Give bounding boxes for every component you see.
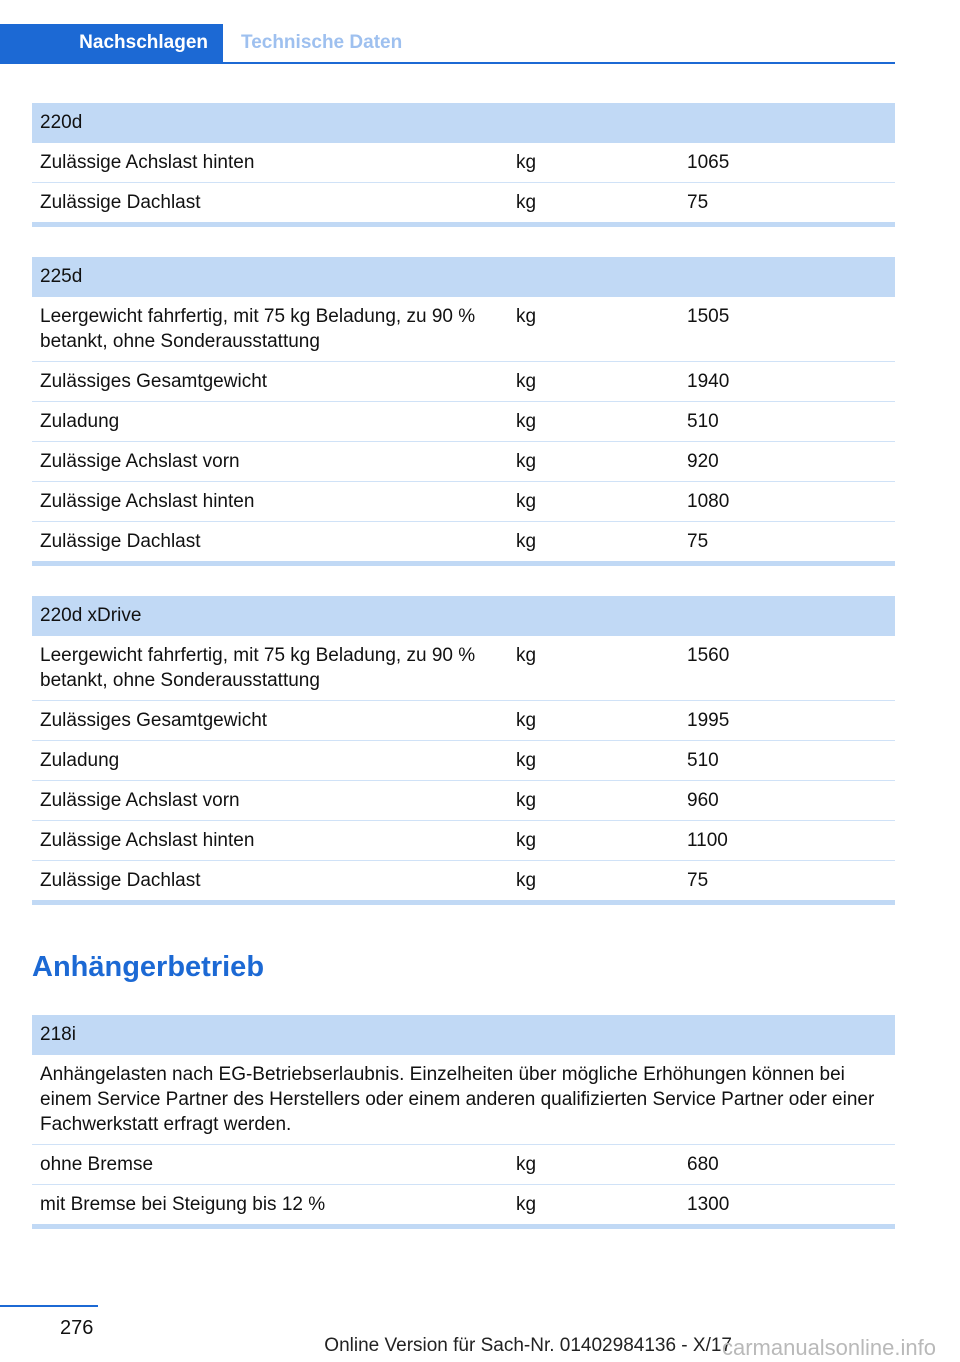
row-unit: kg xyxy=(516,152,537,173)
row-value: 1100 xyxy=(687,830,728,851)
row-unit: kg xyxy=(516,371,537,392)
row-value: 1080 xyxy=(687,491,730,512)
row-label: Zuladung xyxy=(40,411,120,432)
weights-table-225d xyxy=(32,257,895,566)
row-unit: kg xyxy=(516,411,537,432)
row-value: 1505 xyxy=(687,306,730,327)
table-row xyxy=(32,1145,895,1185)
online-version-note: Online Version für Sach-Nr. 01402984136 - X/17 xyxy=(324,1335,732,1356)
row-label: Leergewicht fahrfertig, mit 75 kg Beladung, zu 90 % betankt, ohne Sonderausstattung xyxy=(40,306,476,352)
row-label: Zulässige Achslast vorn xyxy=(40,451,240,472)
tab-nachschlagen[interactable]: Nachschlagen xyxy=(0,24,223,62)
row-value: 920 xyxy=(687,451,719,472)
row-value: 1300 xyxy=(687,1194,730,1215)
row-value: 1065 xyxy=(687,152,730,173)
row-label: ohne Bremse xyxy=(40,1154,154,1175)
row-value: 75 xyxy=(687,531,709,552)
row-value: 75 xyxy=(687,870,709,891)
table-heading: 220d xyxy=(32,103,895,143)
row-label: Zulässige Dachlast xyxy=(40,192,201,213)
trailer-table-218i xyxy=(32,1015,895,1229)
table-row xyxy=(32,1185,895,1224)
row-unit: kg xyxy=(516,750,537,771)
row-unit: kg xyxy=(516,1194,537,1215)
row-label: Zulässige Achslast hinten xyxy=(40,830,255,851)
row-value: 510 xyxy=(687,411,719,432)
table-row xyxy=(32,297,895,362)
table-row xyxy=(32,442,895,482)
table-row xyxy=(32,482,895,522)
row-label: Zulässige Achslast hinten xyxy=(40,152,255,173)
watermark: carmanualsonline.info xyxy=(721,1335,936,1360)
table-row xyxy=(32,522,895,561)
table-note: Anhängelasten nach EG-Betriebserlaubnis. Einzelheiten über mögliche Erhöhungen können bei einem Service Partner des Herstellers oder einem anderen qualifizierten Service Partner oder einer Fachwerkstatt erfragt werden. xyxy=(40,1064,875,1135)
row-label: Zulässige Achslast vorn xyxy=(40,790,240,811)
section-title: Anhängerbetrieb xyxy=(32,951,265,983)
row-unit: kg xyxy=(516,491,537,512)
row-value: 1560 xyxy=(687,645,730,666)
page-number-rule xyxy=(0,1305,98,1307)
table-row xyxy=(32,861,895,900)
row-label: Zulässige Achslast hinten xyxy=(40,491,255,512)
row-value: 1995 xyxy=(687,710,730,731)
weights-table-220d xyxy=(32,103,895,227)
table-bottom-rule xyxy=(32,900,895,905)
table-row xyxy=(32,402,895,442)
weights-table-220d-xdrive xyxy=(32,596,895,905)
table-note-row xyxy=(32,1055,895,1145)
table-row xyxy=(32,821,895,861)
row-value: 75 xyxy=(687,192,709,213)
table-row xyxy=(32,741,895,781)
row-value: 1940 xyxy=(687,371,730,392)
table-row xyxy=(32,183,895,222)
row-label: Leergewicht fahrfertig, mit 75 kg Beladung, zu 90 % betankt, ohne Sonderausstattung xyxy=(40,645,476,691)
table-row xyxy=(32,143,895,183)
page-number: 276 xyxy=(60,1317,94,1339)
row-unit: kg xyxy=(516,830,537,851)
table-row xyxy=(32,362,895,402)
table-bottom-rule xyxy=(32,1224,895,1229)
row-unit: kg xyxy=(516,710,537,731)
table-bottom-rule xyxy=(32,222,895,227)
row-unit: kg xyxy=(516,306,537,327)
row-unit: kg xyxy=(516,451,537,472)
row-label: Zulässige Dachlast xyxy=(40,870,201,891)
table-row xyxy=(32,781,895,821)
row-label: Zulässige Dachlast xyxy=(40,531,201,552)
row-unit: kg xyxy=(516,192,537,213)
row-label: mit Bremse bei Steigung bis 12 % xyxy=(40,1194,326,1215)
table-heading: 218i xyxy=(32,1015,895,1055)
row-unit: kg xyxy=(516,645,537,666)
row-label: Zulässiges Gesamtgewicht xyxy=(40,710,268,731)
table-row xyxy=(32,701,895,741)
row-label: Zuladung xyxy=(40,750,120,771)
row-unit: kg xyxy=(516,1154,537,1175)
chapter-tabs xyxy=(0,24,895,64)
row-unit: kg xyxy=(516,790,537,811)
row-value: 510 xyxy=(687,750,719,771)
table-row xyxy=(32,636,895,701)
row-value: 960 xyxy=(687,790,719,811)
table-heading: 220d xDrive xyxy=(32,596,895,636)
row-unit: kg xyxy=(516,531,537,552)
row-label: Zulässiges Gesamtgewicht xyxy=(40,371,268,392)
table-bottom-rule xyxy=(32,561,895,566)
row-value: 680 xyxy=(687,1154,719,1175)
table-heading: 225d xyxy=(32,257,895,297)
row-unit: kg xyxy=(516,870,537,891)
tab-technische-daten[interactable]: Technische Daten xyxy=(241,32,403,53)
